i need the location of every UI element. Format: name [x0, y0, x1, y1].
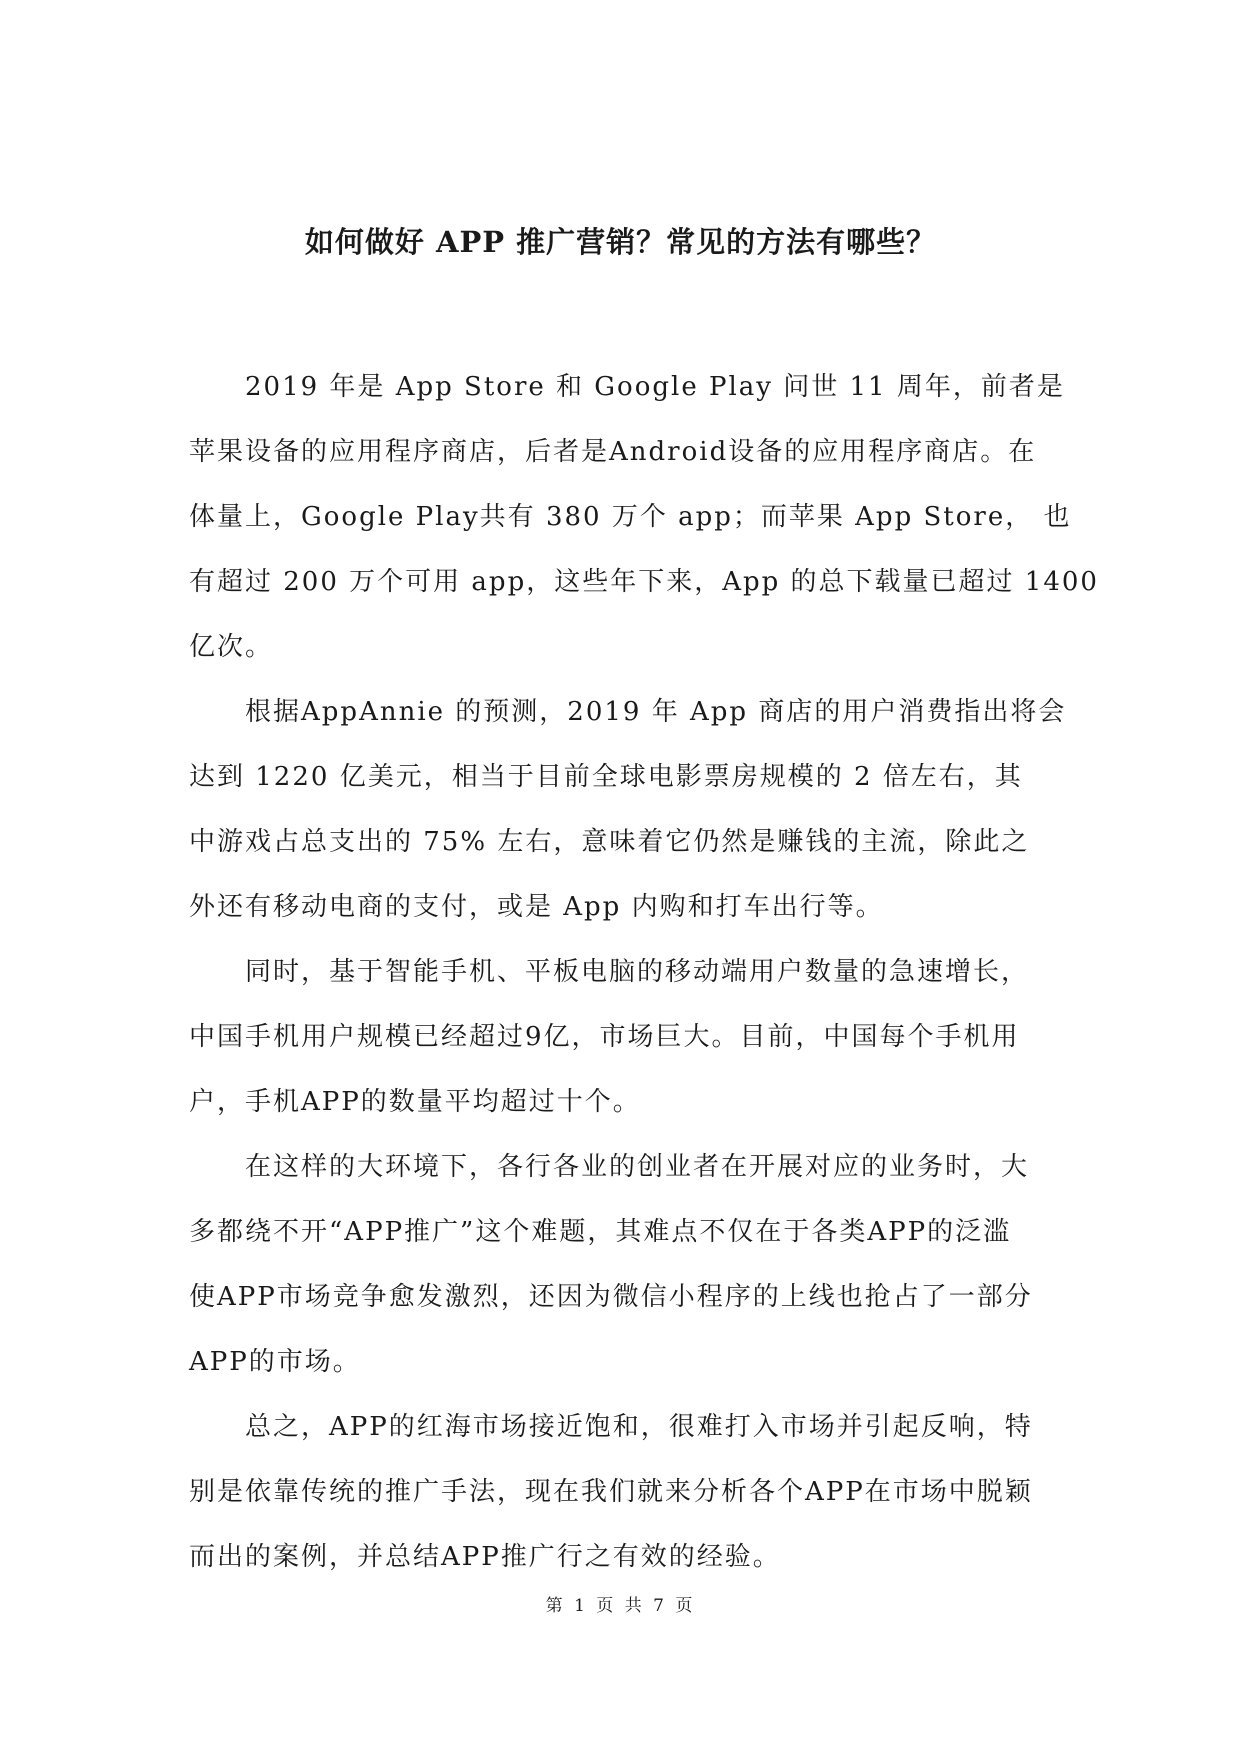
body-line: 外还有移动电商的支付，或是 App 内购和打车出行等。: [189, 892, 884, 922]
body-line: 2019 年是 App Store 和 Google Play 问世 11 周年，前者是: [189, 372, 1065, 402]
page-number-footer: 第 1 页 共 7 页: [545, 1596, 696, 1616]
body-line: 在这样的大环境下，各行各业的创业者在开展对应的业务时，大: [189, 1152, 1030, 1182]
body-line: 有超过 200 万个可用 app，这些年下来，App 的总下载量已超过 1400: [189, 567, 1099, 597]
document-body: [189, 355, 1099, 1590]
body-line: 使APP市场竞争愈发激烈，还因为微信小程序的上线也抢占了一部分: [189, 1282, 1033, 1312]
body-line: 多都绕不开“APP推广”这个难题，其难点不仅在于各类APP的泛滥: [189, 1217, 1012, 1247]
body-line: 中国手机用户规模已经超过9亿，市场巨大。目前，中国每个手机用: [189, 1022, 1020, 1052]
body-line: 体量上，Google Play共有 380 万个 app；而苹果 App Store， 也: [189, 502, 1072, 532]
body-line: 根据AppAnnie 的预测，2019 年 App 商店的用户消费指出将会: [189, 697, 1067, 727]
body-line: 亿次。: [189, 632, 274, 662]
body-line: 别是依靠传统的推广手法，现在我们就来分析各个APP在市场中脱颖: [189, 1477, 1033, 1507]
body-line: 达到 1220 亿美元，相当于目前全球电影票房规模的 2 倍左右，其: [189, 762, 1023, 792]
body-line: 同时，基于智能手机、平板电脑的移动端用户数量的急速增长，: [189, 957, 1030, 987]
body-line: 总之，APP的红海市场接近饱和，很难打入市场并引起反响，特: [189, 1412, 1033, 1442]
body-line: 中游戏占总支出的 75% 左右，意味着它仍然是赚钱的主流，除此之: [189, 827, 1030, 857]
document-title: 如何做好 APP 推广营销？常见的方法有哪些？: [304, 225, 937, 259]
body-line: 户，手机APP的数量平均超过十个。: [189, 1087, 641, 1117]
body-line: APP的市场。: [189, 1347, 361, 1377]
body-line: 而出的案例，并总结APP推广行之有效的经验。: [189, 1542, 781, 1572]
body-line: 苹果设备的应用程序商店，后者是Android设备的应用程序商店。在: [189, 437, 1037, 467]
